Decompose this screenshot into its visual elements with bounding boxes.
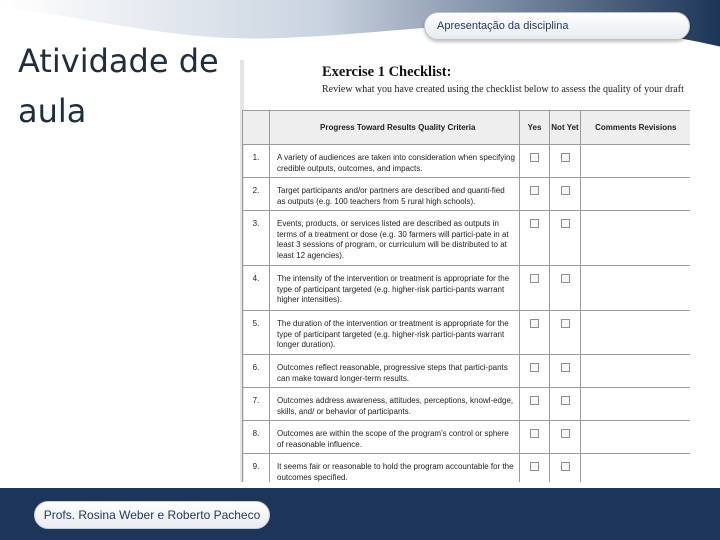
- not-yet-checkbox[interactable]: [561, 153, 570, 162]
- row-criterion: Events, products, or services listed are described as outputs in terms of a treatment or dose (e.g. 30 farmers will partici-pate in at least 3 sessions of program, or curriculum will be distributed to at least 12 agencies).: [270, 211, 520, 266]
- row-number: 9.: [243, 454, 270, 483]
- comments-cell[interactable]: [581, 421, 691, 454]
- header-not-yet: Not Yet: [550, 111, 581, 145]
- comments-cell[interactable]: [581, 211, 691, 266]
- row-criterion: Target participants and/or partners are described and quanti-fied as outputs (e.g. 100 teachers from 5 rural high schools).: [270, 178, 520, 211]
- row-number: 3.: [243, 211, 270, 266]
- comments-cell[interactable]: [581, 178, 691, 211]
- document-intro: Review what you have created using the checklist below to assess the quality of your draft: [322, 84, 684, 95]
- comments-cell[interactable]: [581, 388, 691, 421]
- footer-authors-label: Profs. Rosina Weber e Roberto Pacheco: [34, 501, 270, 529]
- comments-cell[interactable]: [581, 311, 691, 355]
- row-number: 5.: [243, 311, 270, 355]
- not-yet-checkbox[interactable]: [561, 274, 570, 283]
- table-row: [243, 211, 691, 266]
- yes-checkbox[interactable]: [530, 186, 539, 195]
- comments-cell[interactable]: [581, 355, 691, 388]
- checklist-document: [240, 60, 690, 482]
- not-yet-checkbox[interactable]: [561, 186, 570, 195]
- row-criterion: The intensity of the intervention or treatment is appropriate for the type of participant targeted (e.g. higher-risk partici-pants warrant higher intensities).: [270, 266, 520, 311]
- table-row: [243, 388, 691, 421]
- table-row: [243, 311, 691, 355]
- not-yet-checkbox[interactable]: [561, 363, 570, 372]
- yes-checkbox[interactable]: [530, 462, 539, 471]
- header-criteria: Progress Toward Results Quality Criteria: [270, 111, 520, 145]
- yes-checkbox[interactable]: [530, 153, 539, 162]
- row-criterion: Outcomes are within the scope of the program's control or sphere of reasonable influence.: [270, 421, 520, 454]
- table-row: [243, 266, 691, 311]
- row-number: 2.: [243, 178, 270, 211]
- row-criterion: The duration of the intervention or treatment is appropriate for the type of participant targeted (e.g. higher-risk partici-pants warrant longer duration).: [270, 311, 520, 355]
- header-number: [243, 111, 270, 145]
- yes-checkbox[interactable]: [530, 396, 539, 405]
- not-yet-checkbox[interactable]: [561, 219, 570, 228]
- yes-checkbox[interactable]: [530, 274, 539, 283]
- table-row: [243, 145, 691, 178]
- row-number: 8.: [243, 421, 270, 454]
- checklist-table: [242, 110, 690, 482]
- row-criterion: Outcomes address awareness, attitudes, perceptions, knowl-edge, skills, and/ or behavior of participants.: [270, 388, 520, 421]
- table-row: [243, 421, 691, 454]
- not-yet-checkbox[interactable]: [561, 319, 570, 328]
- table-row: [243, 178, 691, 211]
- table-row: [243, 454, 691, 483]
- not-yet-checkbox[interactable]: [561, 429, 570, 438]
- comments-cell[interactable]: [581, 266, 691, 311]
- document-title: Exercise 1 Checklist:: [322, 64, 452, 80]
- row-number: 6.: [243, 355, 270, 388]
- row-number: 1.: [243, 145, 270, 178]
- row-criterion: A variety of audiences are taken into consideration when specifying credible outputs, outcomes, and impacts.: [270, 145, 520, 178]
- header-section-label: Apresentação da disciplina: [424, 12, 690, 40]
- yes-checkbox[interactable]: [530, 363, 539, 372]
- row-criterion: Outcomes reflect reasonable, progressive steps that partici-pants can make toward longer-term results.: [270, 355, 520, 388]
- row-number: 7.: [243, 388, 270, 421]
- comments-cell[interactable]: [581, 145, 691, 178]
- table-header-row: [243, 111, 691, 145]
- row-criterion: It seems fair or reasonable to hold the program accountable for the outcomes specified.: [270, 454, 520, 483]
- header-comments: Comments Revisions: [581, 111, 691, 145]
- yes-checkbox[interactable]: [530, 429, 539, 438]
- comments-cell[interactable]: [581, 454, 691, 483]
- header-yes: Yes: [520, 111, 550, 145]
- table-row: [243, 355, 691, 388]
- row-number: 4.: [243, 266, 270, 311]
- yes-checkbox[interactable]: [530, 219, 539, 228]
- yes-checkbox[interactable]: [530, 319, 539, 328]
- not-yet-checkbox[interactable]: [561, 396, 570, 405]
- slide-title: Atividade de aula: [18, 42, 219, 130]
- not-yet-checkbox[interactable]: [561, 462, 570, 471]
